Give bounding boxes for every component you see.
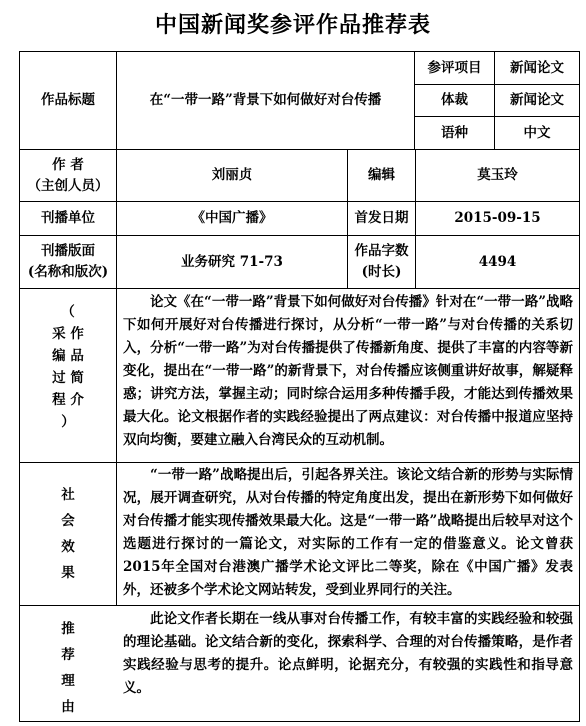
process-label (49, 301, 87, 433)
reason-label-char: 荐 (61, 647, 75, 663)
editor-label: 编辑 (368, 167, 395, 183)
reason-label-char: 理 (61, 673, 75, 689)
reason-text: 此论文作者长期在一线从事对台传播工作，有较丰富的实践经验和较强的理论基础。论文结合新的变化，探索科学、合理的对台传播策略，是作者实践经验与思考的提升。论点鲜明，论据充分，有较强的实践性和指导意义。 (123, 611, 573, 696)
process-label-char: 程 介 (52, 392, 84, 408)
author-label-line1: 作 者 (52, 156, 84, 173)
date-label: 首发日期 (354, 210, 409, 226)
effect-label (49, 484, 87, 584)
divider (20, 288, 579, 289)
process-label-char: 采 作 (52, 326, 84, 342)
reason-label-char: 推 (61, 621, 75, 637)
divider (20, 462, 579, 463)
page-label-line1: 刊播版面 (41, 243, 95, 259)
effect-label-char: 会 (61, 513, 75, 529)
editor-value: 莫玉玲 (477, 167, 518, 183)
effect-label-char: 效 (61, 539, 75, 555)
author-value: 刘丽贞 (211, 167, 253, 183)
date-value: 2015-09-15 (454, 210, 541, 226)
author-label (20, 150, 116, 201)
language-label: 语种 (441, 124, 468, 141)
publisher-value: 《中国广播》 (191, 210, 273, 226)
recommendation-form-table (19, 51, 580, 722)
word-count-label-line2: (时长) (361, 264, 402, 280)
process-label-char: 过 简 (52, 370, 84, 386)
effect-text: “一带一路”战略提出后，引起各界关注。该论文结合新的形势与实际情况，展开调查研究，从对台传播的特定角度出发，提出在新形势下如何做好对台传播才能实现传播效果最大化。这是“一带一路”战略提出后较早对这个选题进行探讨的一篇论文，对实际的工作有一定的借鉴意义。论文曾获2015年全国对台港澳广播学术论文评比二等奖，除在《中国广播》发表外，还被多个学术论文网站转发，受到业界同行的关注。 (123, 467, 573, 598)
process-label-char: ） (61, 414, 75, 430)
genre-value: 新闻论文 (510, 92, 564, 108)
title-label: 作品标题 (41, 92, 95, 108)
word-count-label (348, 236, 415, 288)
effect-label-char: 果 (61, 565, 75, 581)
divider (20, 605, 579, 606)
process-label-char: （ (61, 304, 75, 320)
item-label: 参评项目 (427, 59, 482, 76)
page-label (20, 236, 116, 288)
publisher-label: 刊播单位 (41, 210, 95, 226)
effect-label-char: 社 (61, 487, 75, 503)
process-label-char: 编 品 (52, 348, 84, 364)
page-label-line2: (名称和版次) (27, 264, 109, 280)
reason-label-char: 由 (61, 699, 75, 715)
title-value: 在“一带一路”背景下如何做好对台传播 (149, 92, 382, 108)
genre-label: 体裁 (441, 92, 468, 108)
word-count-label-line1: 作品字数 (354, 243, 409, 259)
item-value: 新闻论文 (510, 59, 564, 76)
language-value: 中文 (523, 124, 551, 141)
word-count-value: 4494 (478, 253, 517, 270)
page-value: 业务研究 71-73 (181, 253, 283, 270)
reason-label (49, 618, 87, 718)
document-title: 中国新闻奖参评作品推荐表 (154, 12, 431, 38)
author-label-line2: （主创人员） (27, 177, 109, 194)
process-text: 论文《在“一带一路”背景下如何做好对台传播》针对在“一带一路”战略下如何开展好对台传播进行探讨，从分析“一带一路”与对台传播的关系切入，分析“一带一路”为对台传播提供了传播新角度、提供了丰富的内容等新变化，提出在“一带一路”的新背景下，对台传播应该侧重讲好故事，解疑释惑；讲究方法，掌握主动；同时综合运用多种传播手段，才能达到传播效果最大化。论文根据作者的实践经验提出了两点建议：对台传播中报道应坚持双向均衡，要建立融入台湾民众的互动机制。 (123, 294, 573, 448)
